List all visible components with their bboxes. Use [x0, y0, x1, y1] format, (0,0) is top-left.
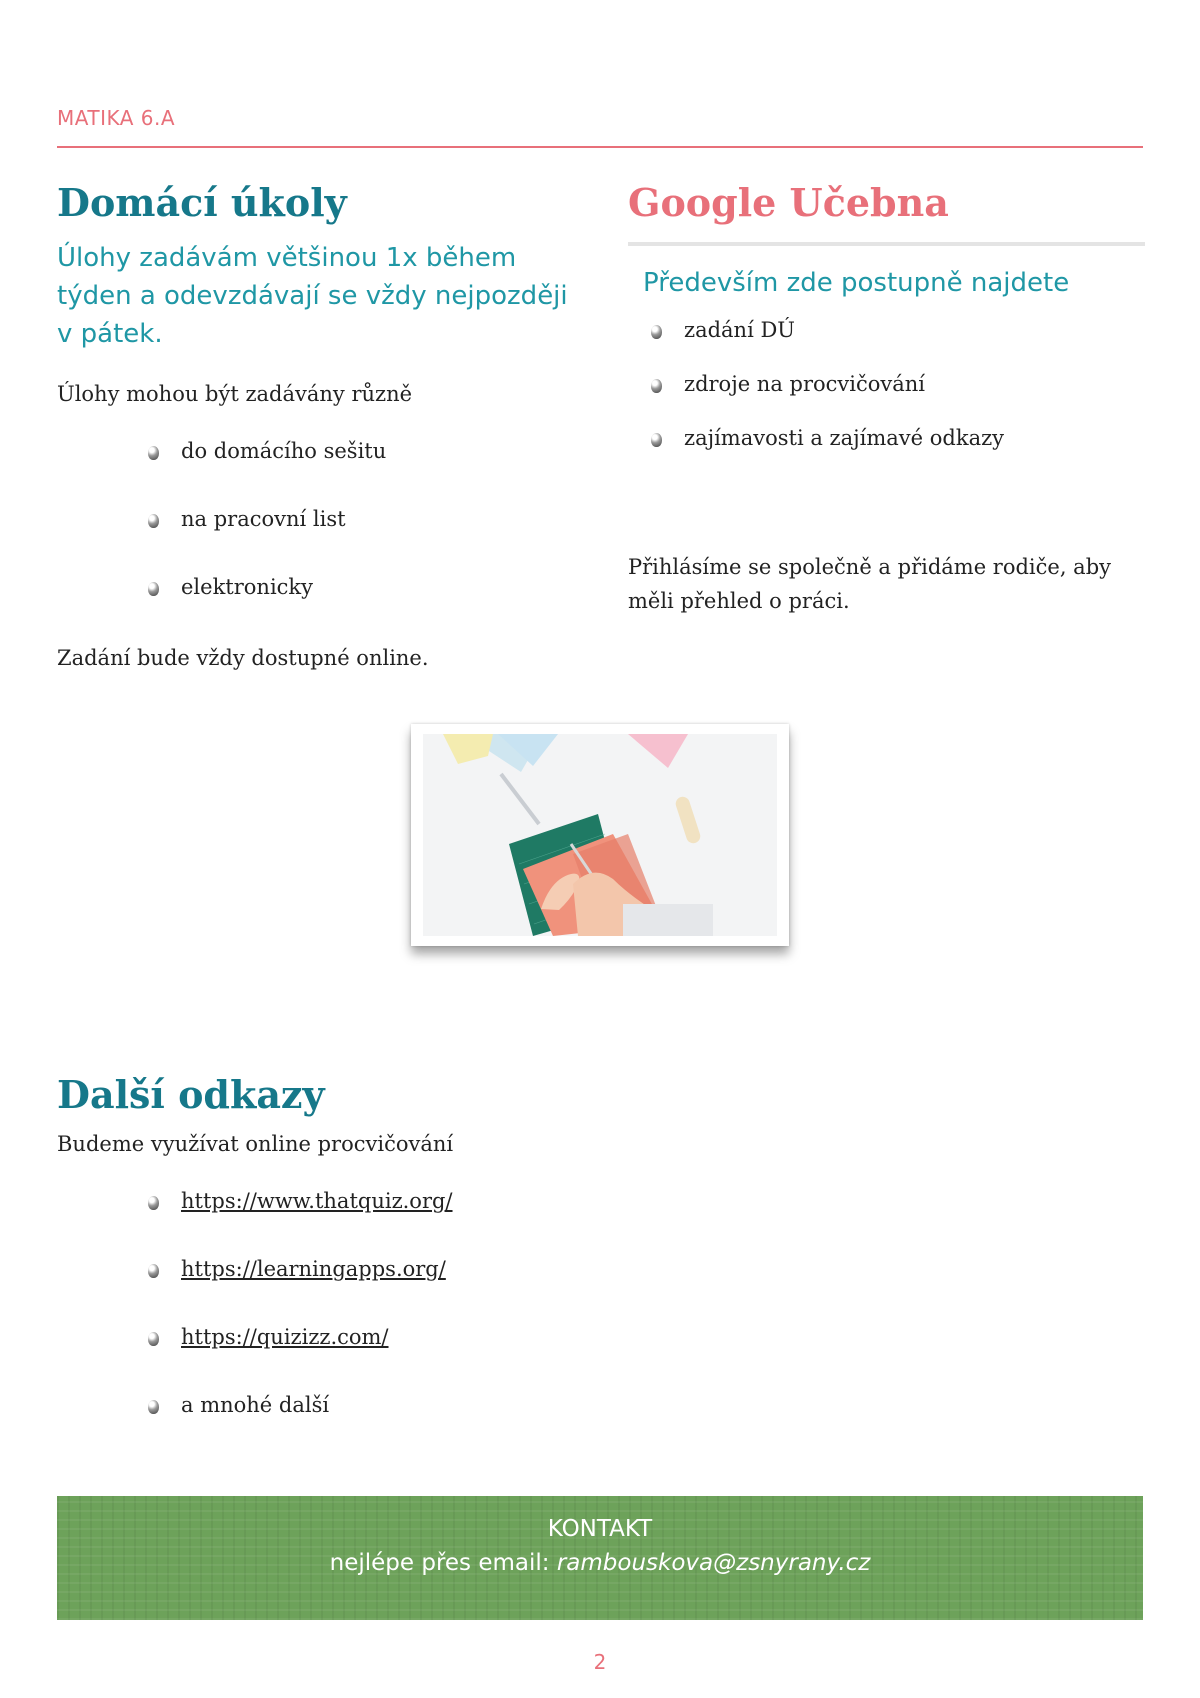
list-item: zajímavosti a zajímavé odkazy [651, 426, 1143, 480]
header-divider [57, 146, 1143, 148]
bullet-icon [148, 1264, 159, 1278]
classroom-title: Google Učebna [628, 180, 949, 225]
homework-intro: Úlohy mohou být zadávány různě [57, 382, 413, 406]
links-title: Další odkazy [57, 1072, 325, 1117]
bullet-icon [651, 379, 662, 393]
list-item [148, 1257, 757, 1325]
homework-list [148, 439, 577, 641]
bullet-icon [148, 446, 159, 460]
classroom-divider [628, 242, 1145, 246]
list-item: zadání DÚ [651, 318, 1143, 372]
contact-email[interactable]: rambouskova@zsnyrany.cz [556, 1550, 871, 1576]
list-item: do domácího sešitu [148, 439, 577, 507]
thatquiz-link[interactable]: https://www.thatquiz.org/ [181, 1189, 453, 1213]
classroom-body [643, 264, 1143, 480]
links-intro: Budeme využívat online procvičování [57, 1132, 454, 1156]
bullet-icon [148, 1332, 159, 1346]
bullet-icon [148, 1400, 159, 1414]
contact-title: KONTAKT [547, 1516, 653, 1542]
homework-title: Domácí úkoly [57, 180, 347, 225]
list-item: na pracovní list [148, 507, 577, 575]
homework-note: Zadání bude vždy dostupné online. [57, 646, 429, 670]
homework-section [57, 180, 577, 675]
homework-lead: Úlohy zadávám většinou 1x během týden a odevzdávají se vždy nejpozději v pátek. [57, 243, 568, 349]
bullet-icon [651, 433, 662, 447]
list-item [148, 1325, 757, 1393]
photo-frame [411, 724, 789, 946]
links-section [57, 1072, 757, 1433]
classroom-section [628, 180, 1145, 225]
contact-line [57, 1550, 1143, 1576]
list-item: a mnohé další [148, 1393, 757, 1433]
list-item: elektronicky [148, 575, 577, 641]
header-label: MATIKA 6.A [57, 106, 176, 130]
classroom-lead: Především zde postupně najdete [643, 268, 1070, 298]
links-list [148, 1189, 757, 1433]
classroom-note: Přihlásíme se společně a přidáme rodiče, aby měli přehled o práci. [628, 555, 1112, 613]
learningapps-link[interactable]: https://learningapps.org/ [181, 1257, 446, 1281]
quizizz-link[interactable]: https://quizizz.com/ [181, 1325, 389, 1349]
page-number: 2 [593, 1650, 607, 1674]
list-item: zdroje na procvičování [651, 372, 1143, 426]
classroom-list [651, 318, 1143, 480]
crafting-photo-illustration [423, 734, 777, 936]
crafting-photo [423, 734, 777, 936]
bullet-icon [148, 1196, 159, 1210]
bullet-icon [651, 325, 662, 339]
bullet-icon [148, 514, 159, 528]
contact-footer [57, 1496, 1143, 1620]
bullet-icon [148, 582, 159, 596]
list-item [148, 1189, 757, 1257]
contact-prefix: nejlépe přes email: [329, 1550, 557, 1576]
